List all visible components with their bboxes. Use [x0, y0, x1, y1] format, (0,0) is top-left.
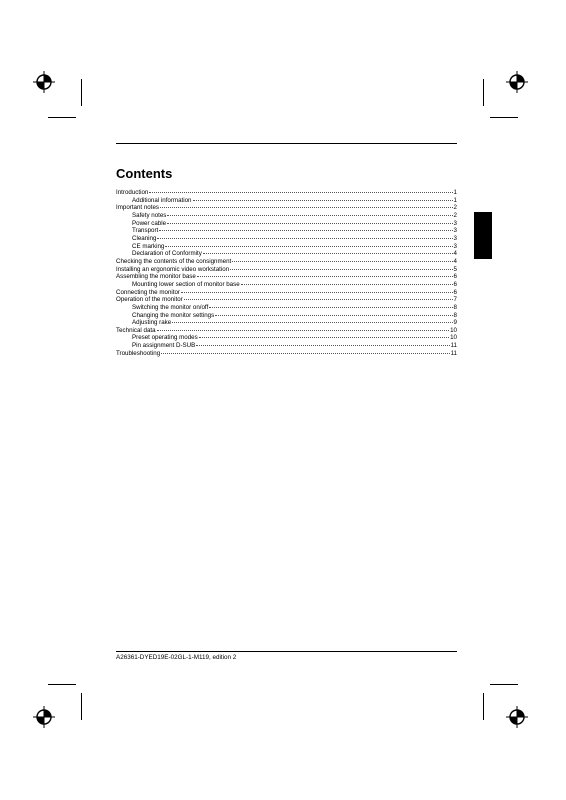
toc-entry-label: Additional information — [132, 196, 192, 204]
toc-entry[interactable] — [116, 204, 457, 212]
footer-rule — [116, 651, 457, 652]
section-tab — [474, 212, 492, 259]
toc-entry-label: Technical data — [116, 326, 156, 334]
page-title: Contents — [116, 166, 173, 181]
header-rule — [116, 143, 457, 144]
toc-leader-dots — [241, 284, 453, 285]
toc-entry-page: 11 — [450, 349, 457, 357]
toc-entry-label: Switching the monitor on/off — [132, 303, 209, 311]
toc-entry-label: Introduction — [116, 189, 149, 196]
toc-entry[interactable] — [116, 266, 457, 274]
toc-entry-label: Pin assignment D-SUB — [132, 342, 196, 350]
toc-entry[interactable] — [116, 273, 457, 281]
toc-entry-label: Assembling the monitor base — [116, 273, 196, 281]
toc-entry[interactable] — [116, 197, 457, 205]
toc-entry-page: 10 — [450, 326, 457, 334]
toc-entry[interactable] — [116, 220, 457, 228]
footer-text: A26361-DYED19E-02GL-1-M119, edition 2 — [116, 654, 237, 661]
toc-entry[interactable] — [116, 189, 457, 197]
toc-entry-page: 8 — [453, 303, 457, 311]
toc-entry[interactable] — [116, 289, 457, 297]
toc-entry-page: 2 — [453, 204, 457, 212]
toc-entry-label: Checking the contents of the consignment — [116, 257, 232, 265]
toc-leader-dots — [159, 230, 452, 231]
crop-mark — [48, 684, 76, 685]
toc-entry-page: 9 — [453, 319, 457, 327]
toc-entry-page: 3 — [453, 242, 457, 250]
crop-mark — [490, 684, 518, 685]
toc-entry-page: 4 — [453, 250, 457, 258]
toc-entry[interactable] — [116, 312, 457, 320]
toc-entry-page: 3 — [453, 219, 457, 227]
toc-entry[interactable] — [116, 350, 457, 358]
toc-entry-page: 1 — [453, 189, 457, 196]
toc-entry-label: Cleaning — [132, 234, 157, 242]
toc-entry-label: Transport — [132, 227, 159, 235]
toc-leader-dots — [230, 269, 452, 270]
toc-entry[interactable] — [116, 334, 457, 342]
crop-mark — [483, 79, 484, 106]
toc-entry[interactable] — [116, 296, 457, 304]
toc-entry-page: 4 — [453, 257, 457, 265]
toc-entry-label: Power cable — [132, 219, 167, 227]
toc-entry[interactable] — [116, 258, 457, 266]
toc-entry-label: Troubleshooting — [116, 349, 161, 357]
toc-entry-label: Operation of the monitor — [116, 296, 183, 304]
toc-entry-page: 11 — [450, 342, 457, 350]
toc-leader-dots — [167, 215, 452, 216]
toc-entry[interactable] — [116, 227, 457, 235]
toc-leader-dots — [149, 192, 452, 193]
toc-leader-dots — [215, 315, 452, 316]
toc-leader-dots — [193, 200, 453, 201]
registration-mark-top-right — [506, 71, 528, 93]
toc-entry-label: Installing an ergonomic video workstation — [116, 265, 230, 273]
toc-entry[interactable] — [116, 304, 457, 312]
table-of-contents — [116, 189, 457, 357]
toc-entry-page: 1 — [453, 196, 457, 204]
registration-mark-bottom-right — [506, 706, 528, 728]
toc-leader-dots — [165, 246, 452, 247]
toc-entry-page: 6 — [453, 273, 457, 281]
crop-mark — [490, 117, 518, 118]
crop-mark — [81, 79, 82, 106]
toc-entry-page: 6 — [453, 288, 457, 296]
toc-entry-label: Connecting the monitor — [116, 288, 180, 296]
toc-entry[interactable] — [116, 250, 457, 258]
crop-mark — [81, 693, 82, 720]
registration-mark-bottom-left — [33, 706, 55, 728]
toc-leader-dots — [161, 353, 449, 354]
toc-entry-label: Mounting lower section of monitor base — [132, 280, 240, 288]
toc-entry-label: CE marking — [132, 242, 165, 250]
toc-leader-dots — [157, 238, 452, 239]
toc-leader-dots — [199, 337, 449, 338]
toc-entry-page: 7 — [453, 296, 457, 304]
crop-mark — [483, 693, 484, 720]
toc-entry-label: Preset operating modes — [132, 334, 198, 342]
toc-entry-page: 2 — [453, 211, 457, 219]
toc-entry[interactable] — [116, 319, 457, 327]
toc-entry[interactable] — [116, 327, 457, 335]
registration-mark-top-left — [33, 71, 55, 93]
crop-mark — [48, 117, 76, 118]
toc-leader-dots — [197, 276, 453, 277]
toc-entry-label: Safety notes — [132, 211, 167, 219]
toc-entry-label: Declaration of Conformity — [132, 250, 202, 258]
toc-leader-dots — [203, 253, 453, 254]
toc-leader-dots — [160, 207, 453, 208]
toc-leader-dots — [232, 261, 452, 262]
toc-entry-page: 8 — [453, 311, 457, 319]
toc-leader-dots — [167, 223, 452, 224]
toc-leader-dots — [196, 345, 449, 346]
toc-leader-dots — [157, 330, 450, 331]
toc-entry[interactable] — [116, 212, 457, 220]
toc-entry-label: Important notes — [116, 204, 159, 212]
toc-entry-page: 6 — [453, 280, 457, 288]
toc-leader-dots — [172, 322, 452, 323]
toc-entry[interactable] — [116, 281, 457, 289]
toc-entry[interactable] — [116, 243, 457, 251]
toc-entry-page: 3 — [453, 227, 457, 235]
toc-entry[interactable] — [116, 342, 457, 350]
toc-entry-label: Changing the monitor settings — [132, 311, 215, 319]
toc-entry-label: Adjusting rake — [132, 319, 172, 327]
toc-leader-dots — [209, 307, 452, 308]
toc-entry-page: 10 — [450, 334, 457, 342]
toc-entry-page: 3 — [453, 234, 457, 242]
toc-entry-page: 5 — [453, 265, 457, 273]
toc-leader-dots — [184, 299, 453, 300]
toc-leader-dots — [181, 292, 453, 293]
toc-entry[interactable] — [116, 235, 457, 243]
